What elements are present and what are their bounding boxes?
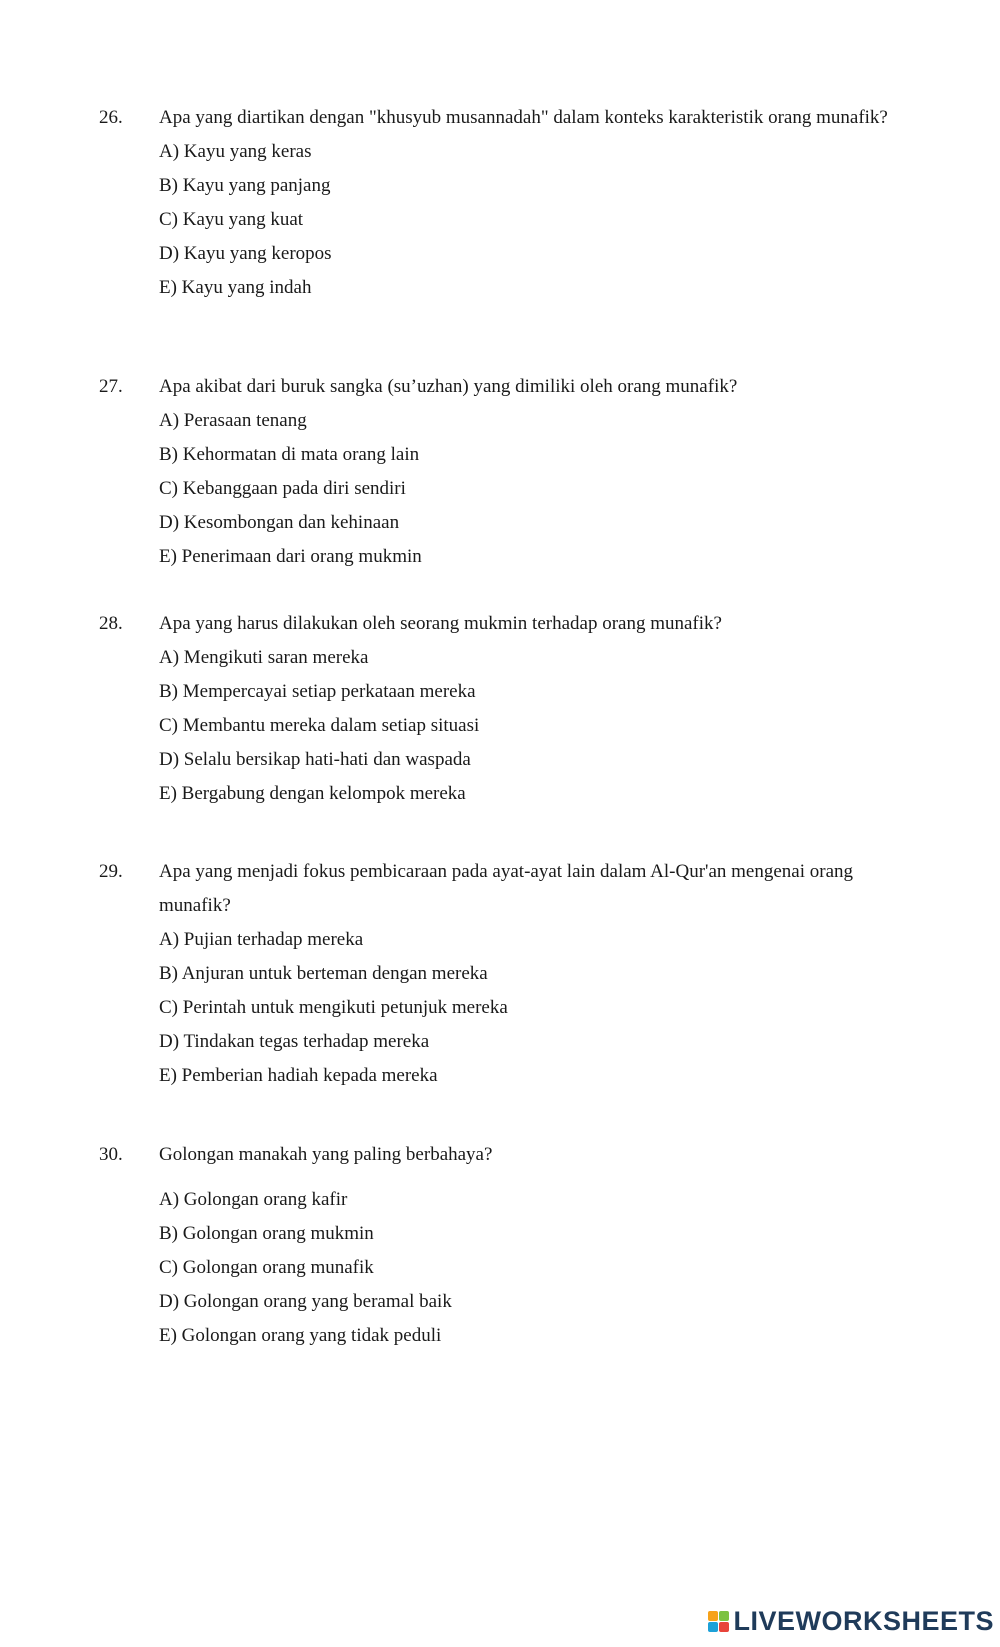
logo-square-2 bbox=[719, 1611, 729, 1621]
brand-text: LIVEWORKSHEETS bbox=[733, 1606, 994, 1636]
option-d: D) Kayu yang keropos bbox=[159, 243, 332, 264]
option-a: A) Golongan orang kafir bbox=[159, 1189, 348, 1210]
question-body bbox=[159, 607, 899, 811]
option-c: C) Perintah untuk mengikuti petunjuk mereka bbox=[159, 997, 508, 1018]
option-b: B) Kehormatan di mata orang lain bbox=[159, 444, 420, 465]
question-number: 29. bbox=[99, 861, 123, 882]
logo-square-3 bbox=[708, 1622, 718, 1632]
option-e: E) Pemberian hadiah kepada mereka bbox=[159, 1065, 438, 1086]
question-number: 30. bbox=[99, 1144, 123, 1165]
question-number: 27. bbox=[99, 376, 123, 397]
option-e: E) Bergabung dengan kelompok mereka bbox=[159, 783, 466, 804]
option-c: C) Membantu mereka dalam setiap situasi bbox=[159, 715, 480, 736]
liveworksheets-logo-icon bbox=[708, 1611, 729, 1632]
question-body bbox=[159, 370, 899, 574]
answer-options bbox=[159, 923, 899, 1093]
option-a: A) Kayu yang keras bbox=[159, 141, 312, 162]
question-text: Apa yang harus dilakukan oleh seorang mukmin terhadap orang munafik? bbox=[159, 613, 722, 634]
option-d: D) Golongan orang yang beramal baik bbox=[159, 1291, 452, 1312]
option-e: E) Kayu yang indah bbox=[159, 277, 312, 298]
option-d: D) Kesombongan dan kehinaan bbox=[159, 512, 400, 533]
option-d: D) Selalu bersikap hati-hati dan waspada bbox=[159, 749, 471, 770]
option-b: B) Anjuran untuk berteman dengan mereka bbox=[159, 963, 488, 984]
option-e: E) Golongan orang yang tidak peduli bbox=[159, 1325, 442, 1346]
question-body bbox=[159, 855, 899, 1093]
question-number: 26. bbox=[99, 107, 123, 128]
question-text: Apa yang menjadi fokus pembicaraan pada ayat-ayat lain dalam Al-Qur'an mengenai orang munafik? bbox=[159, 861, 854, 916]
option-a: A) Mengikuti saran mereka bbox=[159, 647, 369, 668]
question-body bbox=[159, 1138, 899, 1353]
answer-options bbox=[159, 641, 899, 811]
option-c: C) Golongan orang munafik bbox=[159, 1257, 374, 1278]
question-text: Golongan manakah yang paling berbahaya? bbox=[159, 1144, 493, 1165]
question-text: Apa akibat dari buruk sangka (su’uzhan) yang dimiliki oleh orang munafik? bbox=[159, 376, 738, 397]
option-d: D) Tindakan tegas terhadap mereka bbox=[159, 1031, 430, 1052]
option-a: A) Perasaan tenang bbox=[159, 410, 307, 431]
option-b: B) Kayu yang panjang bbox=[159, 175, 331, 196]
answer-options bbox=[159, 135, 899, 305]
option-b: B) Mempercayai setiap perkataan mereka bbox=[159, 681, 476, 702]
option-e: E) Penerimaan dari orang mukmin bbox=[159, 546, 422, 567]
question-body bbox=[159, 101, 899, 305]
question-text: Apa yang diartikan dengan "khusyub musannadah" dalam konteks karakteristik orang munafik? bbox=[159, 107, 888, 128]
option-c: C) Kayu yang kuat bbox=[159, 209, 304, 230]
logo-square-1 bbox=[708, 1611, 718, 1621]
option-c: C) Kebanggaan pada diri sendiri bbox=[159, 478, 406, 499]
answer-options bbox=[159, 404, 899, 574]
answer-options bbox=[159, 1183, 899, 1353]
logo-square-4 bbox=[719, 1622, 729, 1632]
question-number: 28. bbox=[99, 613, 123, 634]
option-b: B) Golongan orang mukmin bbox=[159, 1223, 374, 1244]
liveworksheets-logo bbox=[708, 1606, 994, 1637]
option-a: A) Pujian terhadap mereka bbox=[159, 929, 364, 950]
